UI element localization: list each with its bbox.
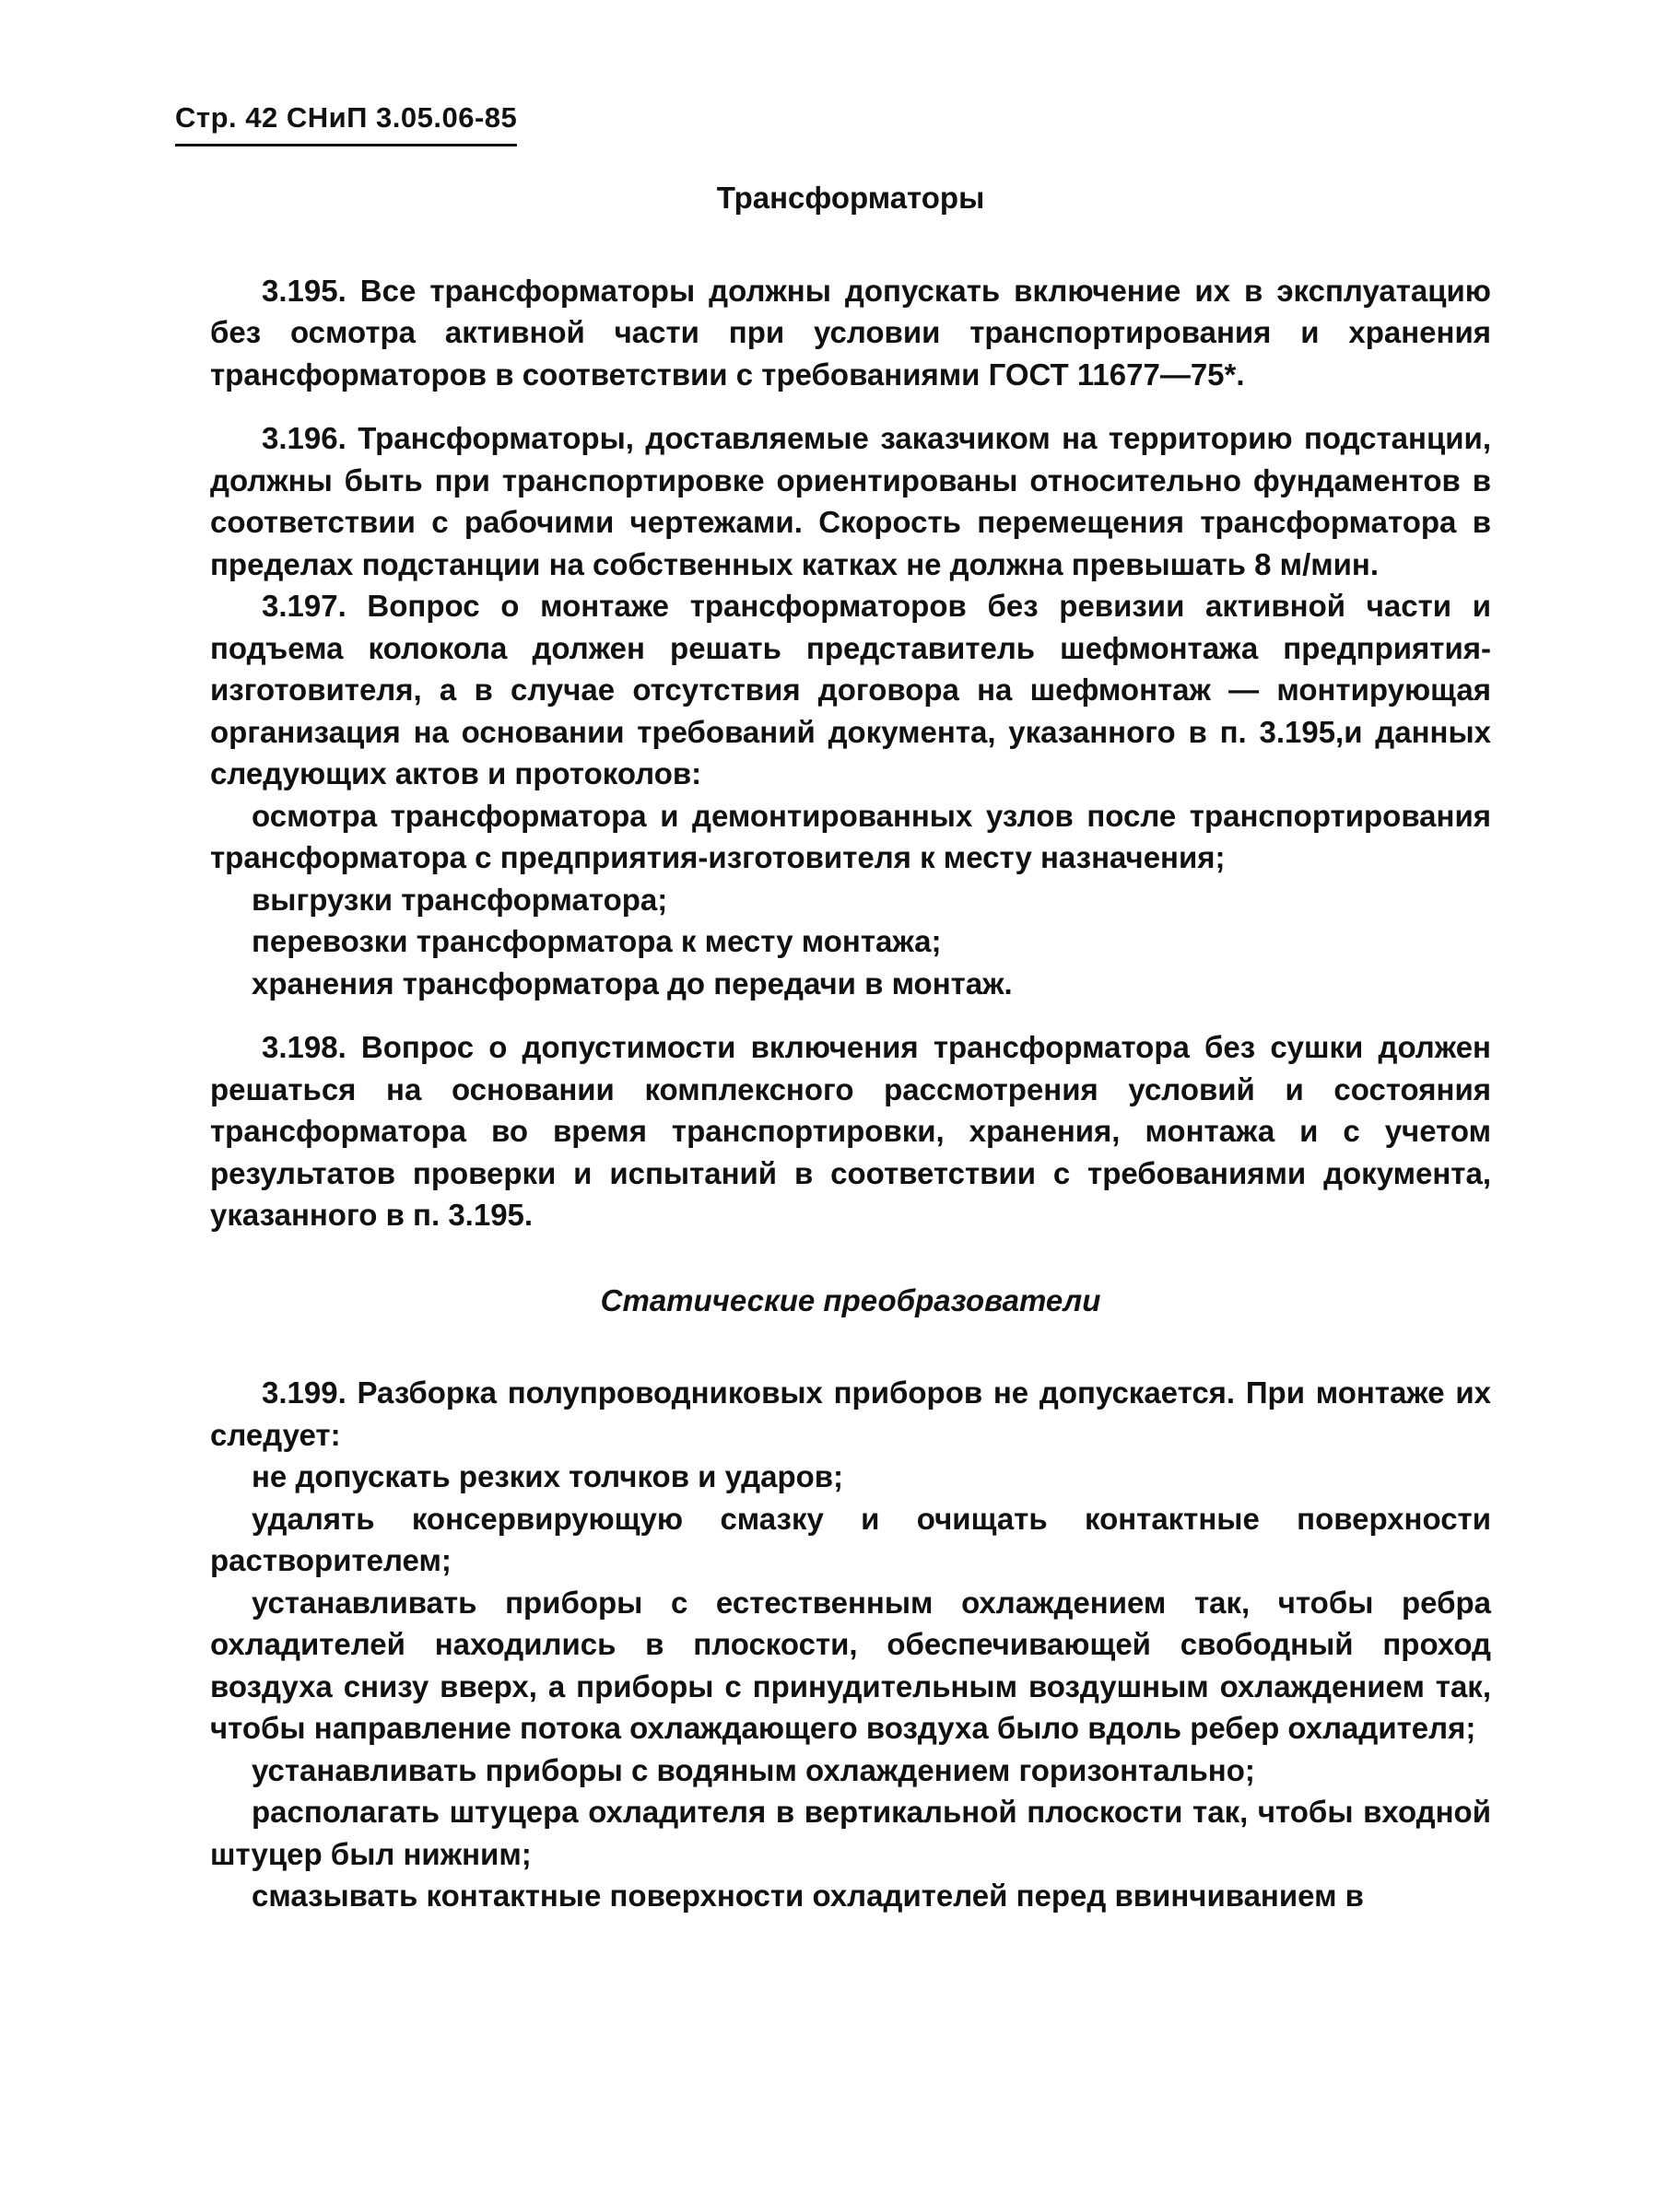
- paragraph-3-195: [210, 270, 1491, 396]
- list-item: смазывать контактные поверхности охладителей перед ввинчиванием в: [252, 1878, 1364, 1914]
- clause-number: 3.199.: [262, 1375, 346, 1410]
- running-head: Стр. 42 СНиП 3.05.06-85: [175, 101, 517, 146]
- paragraph-3-199: [210, 1372, 1491, 1456]
- list-item: выгрузки трансформатора;: [252, 882, 668, 917]
- clause-number: 3.195.: [262, 273, 346, 308]
- list-item: располагать штуцера охладителя в вертикальной плоскости так, чтобы входной штуцер был нижним;: [210, 1795, 1491, 1871]
- list-item: устанавливать приборы с естественным охлаждением так, чтобы ребра охладителей находились в плоскости, обеспечивающей свободный проход воздуха снизу вверх, а приборы с принудительным воздушным охлаждением так, чтобы направление потока охлаждающего воздуха было вдоль ребер охладителя;: [210, 1585, 1491, 1746]
- paragraph-3-198: [210, 1026, 1491, 1236]
- list-item: не допускать резких толчков и ударов;: [252, 1459, 844, 1494]
- body-text: [210, 180, 1491, 1917]
- paragraph-3-197: [210, 585, 1491, 795]
- list-item: перевозки трансформатора к месту монтажа;: [252, 924, 942, 959]
- section-title-transformers: Трансформаторы: [716, 181, 985, 215]
- clause-number: 3.198.: [262, 1030, 346, 1065]
- paragraph-3-196: [210, 417, 1491, 585]
- clause-number: 3.196.: [262, 421, 346, 456]
- clause-number: 3.197.: [262, 589, 346, 624]
- clause-text: Все трансформаторы должны допускать включение их в эксплуатацию без осмотра активной части при условии транспортирования и хранения трансформаторов в соответствии с требованиями ГОСТ 11677—75*.: [210, 273, 1491, 392]
- list-item: удалять консервирующую смазку и очищать контактные поверхности растворителем;: [210, 1501, 1491, 1578]
- section-title-static-converters: Статические преобразователи: [600, 1282, 1101, 1317]
- list-item: устанавливать приборы с водяным охлаждением горизонтально;: [252, 1752, 1255, 1787]
- list-item: осмотра трансформатора и демонтированных узлов после транспортирования трансформатора с предприятия-изготовителя к месту назначения;: [210, 798, 1491, 875]
- clause-text: Вопрос о монтаже трансформаторов без ревизии активной части и подъема колокола должен решать представитель шефмонтажа предприятия-изготовителя, а в случае отсутствия договора на шефмонтаж — монтирующая организация на основании требований документа, указанного в п. 3.195,и данных следующих актов и протоколов:: [210, 589, 1491, 791]
- clause-text: Разборка полупроводниковых приборов не допускается. При монтаже их следует:: [210, 1375, 1491, 1452]
- clause-text: Вопрос о допустимости включения трансформатора без сушки должен решаться на основании комплексного рассмотрения условий и состояния трансформатора во время транспортировки, хранения, монтажа и с учетом результатов проверки и испытаний в соответствии с требованиями документа, указанного в п. 3.195.: [210, 1030, 1491, 1233]
- list-item: хранения трансформатора до передачи в монтаж.: [252, 966, 1013, 1001]
- clause-text: Трансформаторы, доставляемые заказчиком на территорию подстанции, должны быть при транспортировке ориентированы относительно фундаментов в соответствии с рабочими чертежами. Скорость перемещения трансформатора в пределах подстанции на собственных катках не должна превышать 8 м/мин.: [210, 421, 1491, 581]
